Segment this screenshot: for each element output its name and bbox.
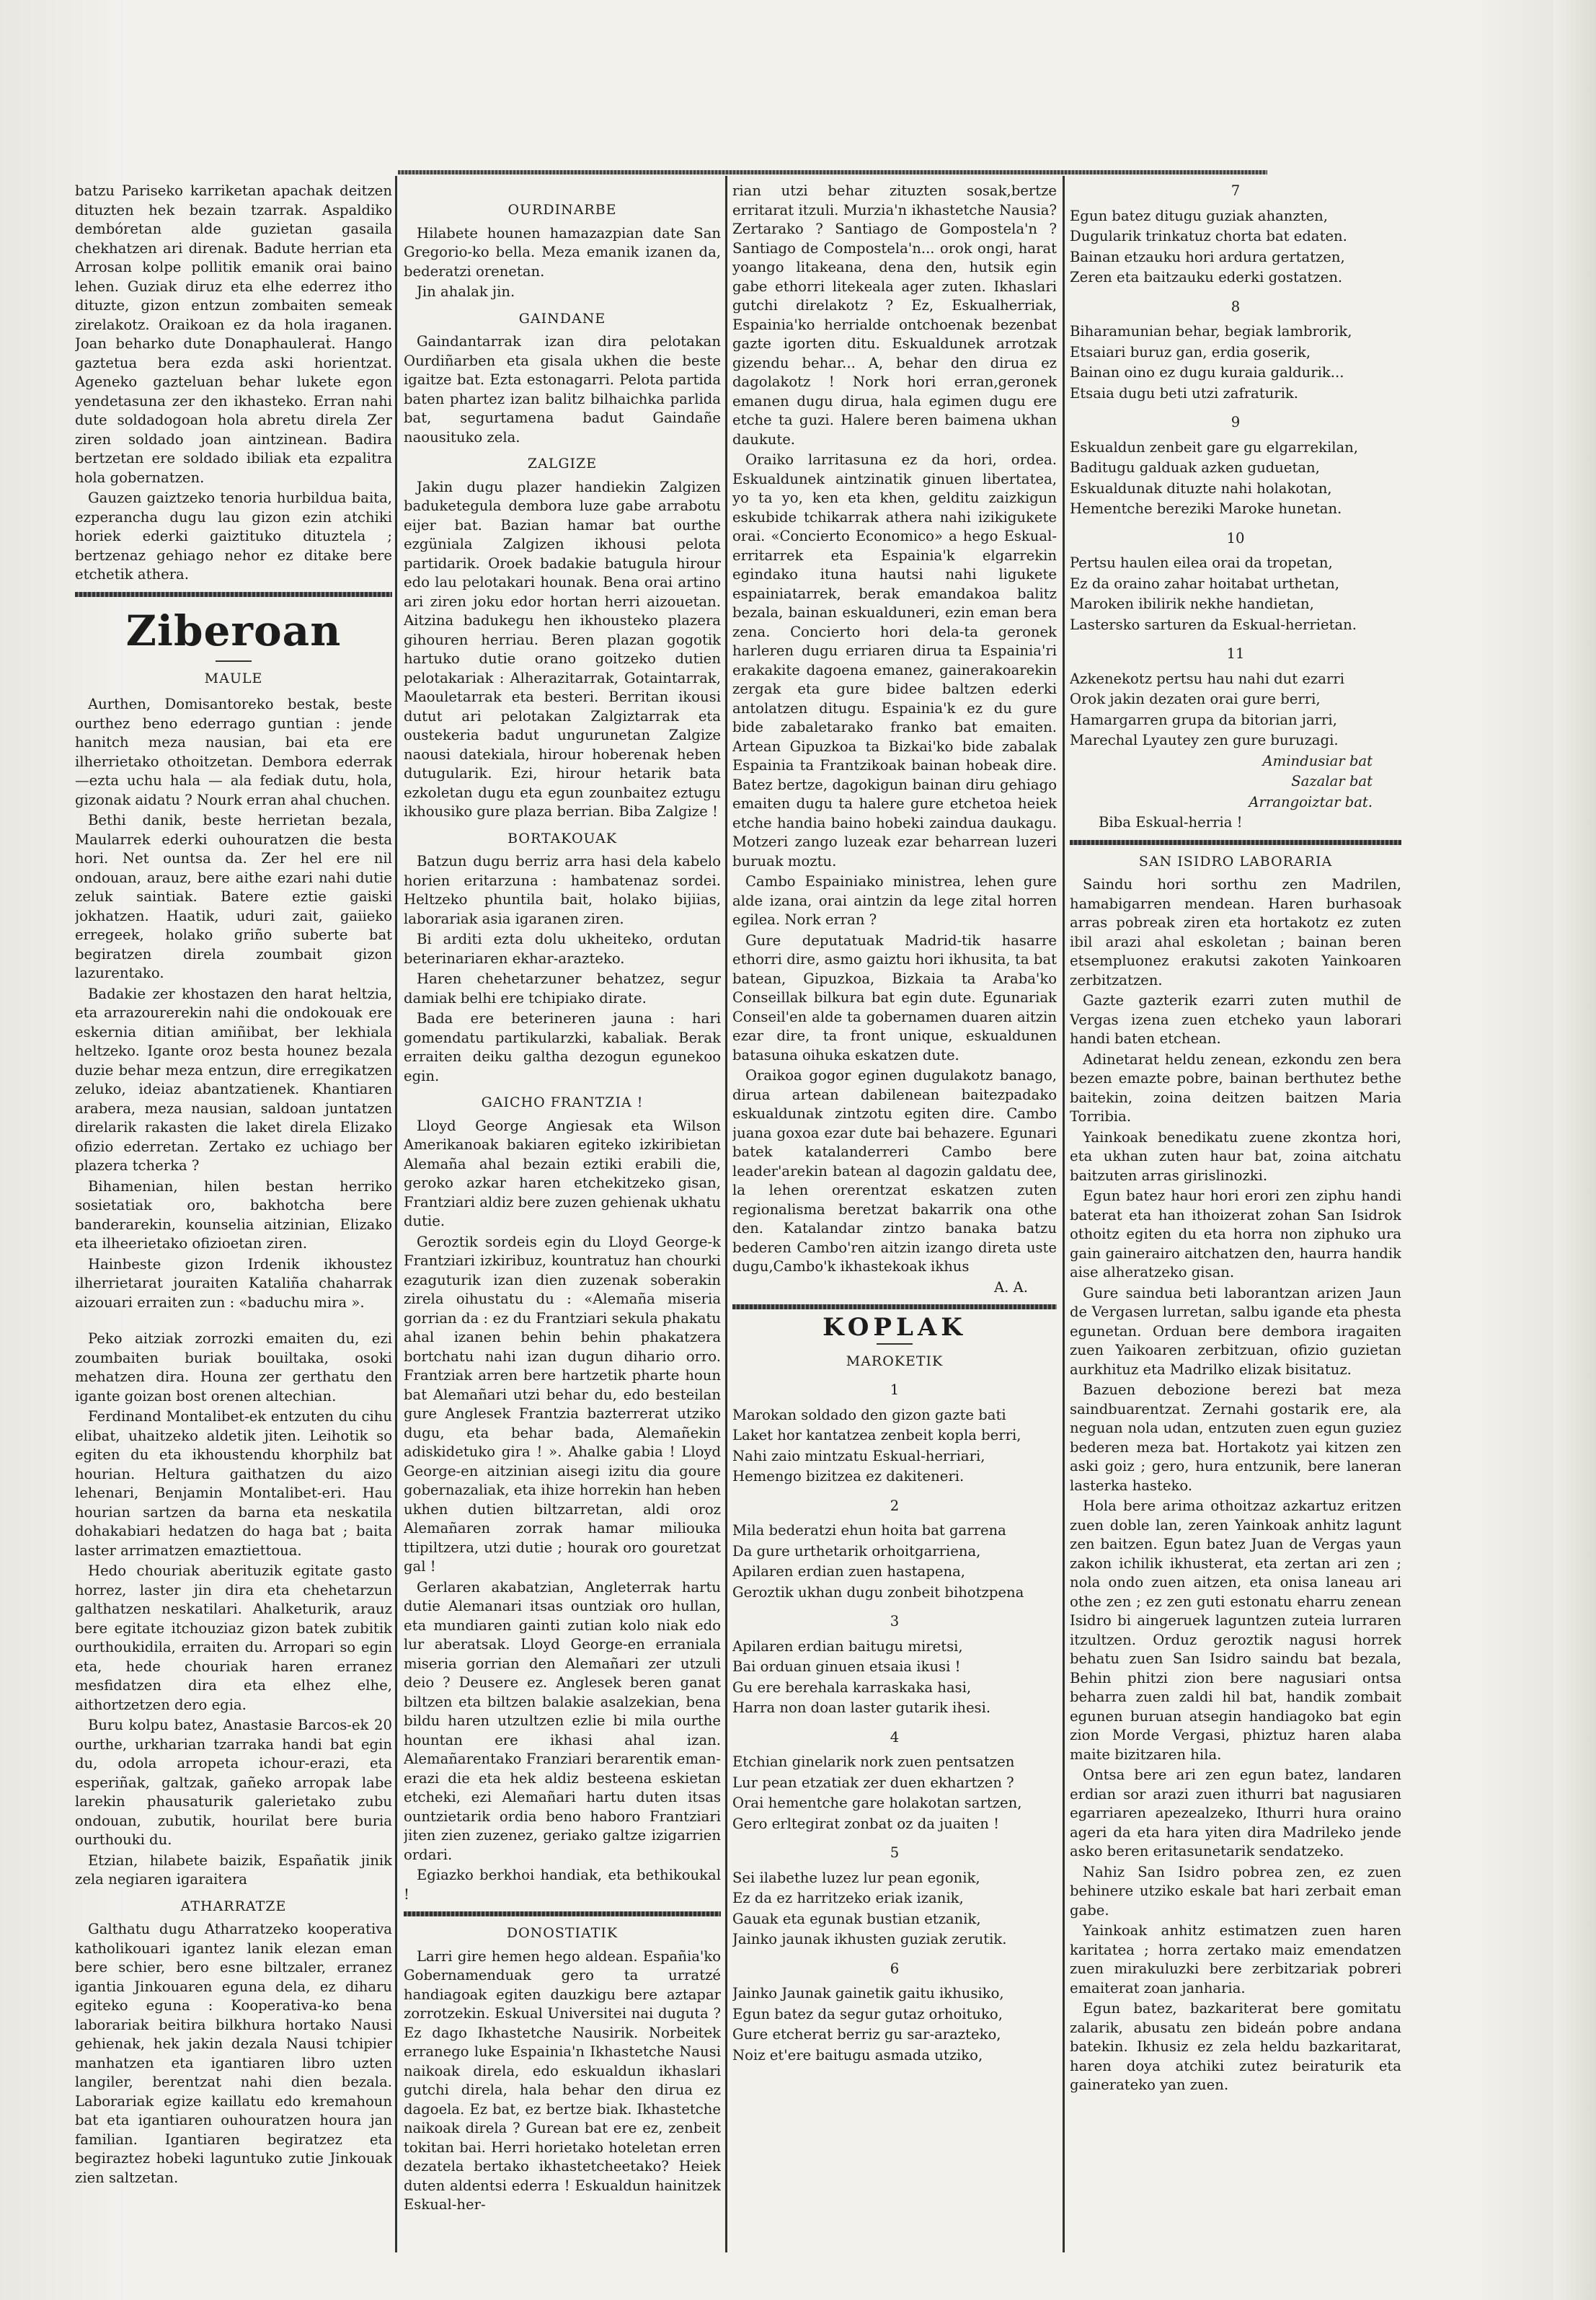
article-paragraph: Bi arditi ezta dolu ukheiteko, ordutan beterinariaren ekhar-arazteko. bbox=[404, 931, 721, 967]
verse-line: Apilaren erdian baitugu miretsi, bbox=[732, 1637, 963, 1655]
verse-line: Egun batez da segur gutaz orhoituko, bbox=[732, 2005, 1003, 2022]
verse-line: Gero erltegirat zonbat oz da juaiten ! bbox=[732, 1815, 999, 1832]
stanza-number: 1 bbox=[890, 1381, 900, 1398]
verse-line: Etsaia dugu beti utzi zafraturik. bbox=[1070, 384, 1298, 402]
article-paragraph: Hedo chouriak aberituzik egitate gasto horrez, laster jin dira eta chehetarzun galthatzen neskatilari. Ahalketurik, arauz bere egitate itchouziaz gizon batek zubitik ourthoukidila, erraiten du. Arropari so egin eta, hede chouriak haren erranez mesfidatzen dira eta elhez elhe, aithortzetzen dero egia. bbox=[75, 1562, 392, 1713]
closing-cheer: Biba Eskual-herria ! bbox=[1099, 814, 1243, 831]
verse-line: Da gure urthetarik orhoitgarriena, bbox=[732, 1542, 981, 1560]
subheading: MAROKETIK bbox=[846, 1353, 944, 1369]
article-paragraph: Geroztik sordeis egin du Lloyd George-k Frantziari izkiribuz, kountratuz han chourki ezaguturik izan dien zuzenak soberakin zirela oihustatu du : «Alemaña miseria gorrian da : ez du Frantziari sekula phakatu ahal izanen behin behin phakatzera bortchatu nahi izan dugun dihario orro. Frantziak arren bere hartzetik pharte houn bat Alemañari utzi behar du, edo besteilan gure Anglesek Frantzia bazterrerat utziko dugu, eta behar bada, Alemañekin adiskidetuko gira ! ». Ahalke gabia ! Lloyd George-en aitzinian aisegi izitu dia goure gobernazaliak, eta ihize horrekin han heben ukhen dutien biltzarretan, aldi oroz Alemañaren zorrak hamar miliouka ttipiltzera, utzi dutie ; hourak oro gouretzat gal ! bbox=[404, 1233, 721, 1575]
column-4 bbox=[1070, 182, 1401, 2257]
verse-line: Biharamunian behar, begiak lambrorik, bbox=[1070, 323, 1352, 340]
article-paragraph: Hola bere arima othoitzaz azkartuz eritzen zuen doble lan, zeren Yainkoak anhitz lagunt zen baitzen. Egun batez Juan de Vergas yaun zakon ichilik ikhusterat, eta zertan ari zen ; nola ondo zuen aitzen, eta onisa laneau ari othe zen ; ez zen guti estonatu eharru zenean Isidro bi aingeruek laguntzen zuteia lurraren itzultzen. Orduz geroztik nagusi horrek behatu zuen San Isidro saindu bat bezala, Behin phitzi zion bere nagusiari ontsa beharra zuen zaldi hil bat, handik zombait egunen buruan atsegin handiagoko bat egin zion Morde Vergasi, phiztuz haren alaba maite bizitzaren hila. bbox=[1070, 1498, 1401, 1763]
verse-line: Marokan soldado den gizon gazte bati bbox=[732, 1406, 1006, 1423]
stanza-number: 10 bbox=[1226, 529, 1245, 547]
signature: Amindusiar bat bbox=[1262, 752, 1373, 769]
verse-line: Geroztik ukhan dugu zonbeit bihotzpena bbox=[732, 1583, 1024, 1601]
column-3 bbox=[732, 182, 1057, 2257]
article-paragraph: Egun batez, bazkariterat bere gomitatu zalarik, abusatu zen bideán pobre andana batekin. Ikhusiz ez zela heldu bazkaritarat, haren doya atchiki zutez beiraturik eta gainerateko yan zuen. bbox=[1070, 2000, 1401, 2093]
short-rule bbox=[877, 1343, 913, 1345]
subheading: GAINDANE bbox=[518, 310, 606, 327]
article-paragraph: batzu Pariseko karriketan apachak deitzen dituzten hek bezain tzarrak. Aspaldiko dembóretan alde guzietan gasaila chekhatzen ari direnak. Badute herrian eta Arrosan kolpe pollitik emanik orai baino lehen. Guziak diruz eta elhe ederrez itho dituzte, gizon entzun zombaiten semeak zirelakotz. Oraikoan ez da hola iraganen. Joan beharko dute Donaphauleraṫ. Hango gaztetua bera ezda aski horientzat. Ageneko gazteluan behar lukete egon yendetasuna zer den ikhasteko. Erran nahi dute soldadogoan hola abretu direla Zer ziren soldado joan aintzinean. Badira bertzetan ere soldado ibiliak eta ezpalitra hola gobernatzen. bbox=[75, 182, 392, 486]
article-paragraph: Jakin dugu plazer handiekin Zalgizen baduketegula dembora luze gabe arrabotu eijer bat. Bazian hamar bat ourthe ezgüniala Zalgizen ikhousi pelota partidarik. Oroek badakie batugula hirour edo lau pelotakari hounak. Bena orai artino ari ziren joku edor hortan herri aizouetan. Aitzina badukegu hen ikhousteko plazera gihouren herriau. Beren plazan gogotik hartuko dutie orano goitzeko dutien pelotakariak : Alherazitarrak, Gotaintarrak, Maouletarrak eta besteri. Berritan ikousi dutut ari pelotakan Zalgiztarrak eta oustekeria badut ungurunetan Zalgize naousi datekiala, hirour hoberenak heben dutugularik. Ezi, hirour hetarik bata ezkoletan dugu eta egun zounbaitez eztugu ikhousiko gure plaza berrian. Biba Zalgize ! bbox=[404, 478, 721, 820]
subheading: ZALGIZE bbox=[527, 456, 598, 472]
section-divider bbox=[1070, 840, 1401, 845]
article-body bbox=[1070, 875, 1401, 2095]
author-initials: A. A. bbox=[994, 1278, 1028, 1296]
verse-line: Mila bederatzi ehun hoita bat garrena bbox=[732, 1522, 1006, 1539]
stanza-number: 5 bbox=[890, 1844, 900, 1861]
subheading: MAULE bbox=[204, 670, 263, 686]
verse-line: Azkenekotz pertsu hau nahi dut ezarri bbox=[1070, 670, 1344, 687]
article-paragraph: Ferdinand Montalibet-ek entzuten du cihu elibat, uhaitzeko aldetik jiten. Leihotik so egiten du eta ikhoustendu khorphilz bat hourian. Heltura gaithatzen du aizo lehenari, Benjamin Montalibet-eri. Hau hourian sartzen da barna eta neskatila dohakabiari hedatzen do haga bat ; baita laster arrimatzen emaztiettoua. bbox=[75, 1408, 392, 1559]
section-title: KOPLAK bbox=[823, 1313, 967, 1342]
subheading: GAICHO FRANTZIA ! bbox=[481, 1094, 644, 1110]
article-paragraph: Gazte gazterik ezarri zuten muthil de Vergas izena zuen etcheko yaun laborari handi baten etchean. bbox=[1070, 992, 1401, 1047]
verse-line: Gauak eta egunak bustian etzanik, bbox=[732, 1910, 981, 1927]
stanza-list bbox=[732, 1381, 1057, 2065]
article-paragraph: Gure deputatuak Madrid-tik hasarre ethorri dire, asmo gaiztu hori ikhusita, ta bat batean, Gipuzkoa, Bizkaia ta Araba'ko Conseillak bilkura bat egin dute. Egunariak Conseil'en alde ta gobernamen duaren aitzin ezar dire, ta front unique, eskualdunen batasuna oihuka eskatzen dute. bbox=[732, 932, 1057, 1063]
article-paragraph: Egiazko berkhoi handiak, eta bethikoukal ! bbox=[404, 1867, 721, 1903]
verse-line: Lur pean etzatiak zer duen ekhartzen ? bbox=[732, 1774, 1014, 1791]
article-paragraph: Yainkoak benedikatu zuene zkontza hori, eta ukhan zuten haur bat, zoina aitchatu baitzuten arras girislinozki. bbox=[1070, 1128, 1401, 1184]
verse-line: Zeren eta baitzauku ederki gostatzen. bbox=[1070, 269, 1343, 286]
article-paragraph: Batzun dugu berriz arra hasi dela kabelo horien eritarzuna : hambatenaz sordei. Heltzeko phuntila bait, holako bijiias, laborariak asia igaranen ziren. bbox=[404, 853, 721, 927]
verse-line: Hemengo bizitzea ez dakiteneri. bbox=[732, 1468, 965, 1485]
column-rule bbox=[725, 176, 727, 2252]
verse-line: Orai hementche gare holakotan sartzen, bbox=[732, 1795, 1022, 1811]
verse-line: Apilaren erdian zuen hastapena, bbox=[732, 1563, 965, 1580]
stanza-number: 11 bbox=[1226, 645, 1245, 662]
verse-line: Harra non doan laster gutarik ihesi. bbox=[732, 1699, 991, 1716]
article-paragraph: Gure saindua beti laborantzan arizen Jaun de Vergasen lurretan, salbu igande eta phesta egunetan. Orduan bere dembora iragaiten zuen Yaikoaren zerbitzuan, ofizio guzietan aurkhituz eta Madrilko elizak bisitatuz. bbox=[1070, 1284, 1401, 1378]
article-paragraph: Lloyd George Angiesak eta Wilson Amerikanoak bakiaren egiteko izkiribietan Alemaña ahal bezain eztiki erabili die, geroko azkar haren etchekitzeko gisan, Frantziari aldiz bere zuzen gehienak ukhatu dutie. bbox=[404, 1117, 721, 1229]
verse-line: Laket hor kantatzea zenbeit kopla berri, bbox=[732, 1427, 1021, 1443]
article-paragraph: Galthatu dugu Atharratzeko kooperativa katholikouari igantez lanik elezan eman bere schier, bero esne biltzaler, erranez igantia Jinkouaren eguna dela, ez diharu egiteko eguna : Kooperativa-ko bena laborariak beitira bilkhura hortako Nausi gehienak, hek jakin dezala Nausi tchipier manhatzen eta igantiaren libro uzten langiler, berentzat nahi dien bezala. Laborariak egize kaillatu edo kremahoun bat eta igantiaren ouhouratzen houra jan familian. Igantiaren begiratzez eta begiraztez hobeki laguntuko zutie Jinkouak zien saltzetan. bbox=[75, 1921, 392, 2186]
stanza-list bbox=[1070, 207, 1401, 751]
verse-line: Lastersko sarturen da Eskual-herrietan. bbox=[1070, 616, 1357, 633]
header-rule bbox=[398, 170, 1267, 174]
section-divider bbox=[404, 1911, 721, 1916]
verse-line: Gu ere berehala karraskaka hasi, bbox=[732, 1678, 972, 1696]
article-paragraph: Hilabete hounen hamazazpian date San Gregorio-ko bella. Meza emanik izanen da, bederatzi orenetan. bbox=[404, 224, 721, 280]
article-paragraph: Etzian, hilabete baizik, Españatik jinik zela negiaren igaraitera bbox=[75, 1852, 392, 1888]
article-paragraph: Jin ahalak jin. bbox=[417, 283, 515, 300]
article-paragraph: Oraikoa gogor eginen dugulakotz banago, dirua artean dabilenean baitezpadako eskualdunak zintzotu egiten dire. Cambo juana goxoa ezar dute bai behazere. Egunari batek katalanderreri Cambo bere leader'arekin batean al dagozin galdatu dee, la lehen orerentzat eskatzen zuten regionalisma beretzat bakarrik ona othe den. Katalandar zintzo banaka batzu bederen Cambo'ren aitzin izango direta uste dugu,Cambo'k ikhastekoak ikhus bbox=[732, 1067, 1057, 1275]
verse-line: Etsaiari buruz gan, erdia goserik, bbox=[1070, 343, 1311, 361]
signature: Sazalar bat bbox=[1291, 773, 1373, 789]
article-paragraph: Ontsa bere ari zen egun batez, landaren erdian sor arazi zuen ithurri bat nagusiaren egarriaren apezealzeko, Ithurri hura oraino ageri da eta hara yiten dira Madrileko jende asko beren eritasunetarik sendatzeko. bbox=[1070, 1766, 1401, 1859]
verse-line: Jainko Jaunak gainetik gaitu ikhusiko, bbox=[732, 1985, 1004, 2002]
subheading: BORTAKOUAK bbox=[507, 830, 617, 846]
verse-line: Sei ilabethe luzez lur pean egonik, bbox=[732, 1869, 980, 1886]
article-paragraph: Nahiz San Isidro pobrea zen, ez zuen behinere utziko eskale bat hari zerbait eman gabe. bbox=[1070, 1863, 1401, 1919]
verse-line: Orok jakin dezaten orai gure berri, bbox=[1070, 691, 1321, 707]
subheading: SAN ISIDRO LABORARIA bbox=[1138, 853, 1333, 870]
verse-line: Ez da oraino zahar hoitabat urthetan, bbox=[1070, 575, 1340, 592]
stanza-number: 8 bbox=[1231, 298, 1241, 315]
section-divider bbox=[75, 592, 392, 597]
article-paragraph: Yainkoak anhitz estimatzen zuen haren karitatea ; horra zertako maiz emendatzen zuen mirakuluzki bere zerbitzariak pobreri emaiterat zoan janharia. bbox=[1070, 1922, 1401, 1996]
article-paragraph: Bihamenian, hilen bestan herriko sosietatiak oro, bakhotcha bere banderarekin, kounselia aitzinian, Elizako eta ilheerietako ofizioetan ziren. bbox=[75, 1177, 392, 1252]
article-paragraph: Egun batez haur hori erori zen ziphu handi baterat eta han ithoizerat zohan San Isidrok othoitz egiten du eta horra non ziphuko ura gain gainerairo aitchatzen den, haurra handik aise alheratzeko gisan. bbox=[1070, 1187, 1401, 1281]
section-title: Ziberoan bbox=[125, 606, 342, 655]
article-paragraph: Oraiko larritasuna ez da hori, ordea. Eskualdunek aintzinatik ginuen libertatea, yo ta yo, ken eta khen, gelditu zaizkigun eskubide tchikarrak athera nahi izikigukete orai. «Concierto Economico» a hego Eskual- erritarrek eta Espainia'k elgarrekin egindako ituna hautsi nahi ligukete espainiatarrek, berak emandakoa balitz bezala, bainan eskualduneri, ezin eman bera zena. Concierto hori dela-ta geronek harleren dugu erriaren dirua ta Espainia'ri erakakite dagoena emanez, gainerakoarekin zergak eta gure bidee baltzen ederki antolatzen ditugu. Espainia'k ez du gure bide zabaletarako franko bat emaiten. Artean Gipuzkoa ta Bizkai'ko bide zabalak Espainia ta Frantzikoak bainan hobeak dire. Batez bertze, dagokigun bainan diru gehiago emaiten dugu ta halere gure etchetoa heiek etche handia baino hobeki zaindua daukagu. Motzeri zango luzeak ezar beharrean luzeri buruak moztu. bbox=[732, 451, 1057, 870]
verse-line: Noiz et'ere baitugu asmada utziko, bbox=[732, 2046, 983, 2064]
article-paragraph: Gauzen gaiztzeko tenoria hurbildua baita, ezperancha dugu lau gizon ezin atchiki horiek ederki gaiztituko dituztela ; bertzenaz gehiago nehor ez ditake bere etchetik athera. bbox=[75, 490, 392, 583]
article-paragraph: Adinetarat heldu zenean, ezkondu zen bera bezen emazte pobre, bainan berthutez bethe baitekin, zoina deitzen baitzen Maria Torribia. bbox=[1070, 1051, 1401, 1125]
verse-line: Egun batez ditugu guziak ahanzten, bbox=[1070, 207, 1329, 224]
verse-line: Jainko jaunak ikhusten guziak zerutik. bbox=[732, 1931, 1007, 1947]
verse-line: Ez da ez harritzeko eriak izanik, bbox=[732, 1890, 964, 1906]
verse-line: Marechal Lyautey zen gure buruzagi. bbox=[1070, 732, 1339, 748]
verse-line: Eskualdun zenbeit gare gu elgarrekilan, bbox=[1070, 438, 1359, 456]
article-paragraph: Bada ere beterineren jauna : hari gomendatu partikularzki, kabaliak. Berak erraiten deiku galtha dezogun egunekoo egin. bbox=[404, 1010, 721, 1084]
verse-line: Bainan etzauku hori ardura gertatzen, bbox=[1070, 248, 1345, 265]
verse-line: Eskualdunak dituzte nahi holakotan, bbox=[1070, 479, 1332, 497]
signature: Arrangoiztar bat. bbox=[1249, 793, 1373, 810]
article-paragraph: Haren chehetarzuner behatzez, segur damiak belhi ere tchipiako dirate. bbox=[404, 970, 721, 1007]
verse-line: Pertsu haulen eilea orai da tropetan, bbox=[1070, 554, 1333, 571]
article-paragraph: Larri gire hemen hego aldean. Españia'ko Gobernamenduak gero ta urratzé handiagoak egiten dauzkigu bere aztapar zorrotzekin. Eskual Universitei nai duguta ? Ez dago Ikhastetche Nausirik. Norbeitek erranego luke Espainia'n Ikhastetche Nausi naikoak direla, edo eskualdun ikhaslari gutchi direla, hala behar den dirua ez dagoela. Ez bat, ez bertze biak. Ikhastetche naikoak direla ? Gurean bat ere ez, zenbeit tokitan bai. Herri horietako hoteletan erren dezatela bertako ikhastetcheetako? Heiek duten aldentsi ederra ! Eskualdun hainitzek Eskual-her- bbox=[404, 1947, 721, 2213]
verse-line: Hamargarren grupa da bitorian jarri, bbox=[1070, 711, 1337, 728]
verse-line: Bai orduan ginuen etsaia ikusi ! bbox=[732, 1658, 961, 1675]
column-rule bbox=[1063, 176, 1065, 2252]
stanza-number: 4 bbox=[890, 1728, 900, 1746]
article-paragraph: Aurthen, Domisantoreko bestak, beste ourthez beno ederrago guntian : jende hanitch meza nausian, bai eta ere ilherrietako othoitzetan. Dembora ederrak —ezta uchu hala — ala fediak dutu, hola, gizonak aidatu ? Nourk erran ahal chuchen. bbox=[75, 696, 392, 808]
article-paragraph: Buru kolpu batez, Anastasie Barcos-ek 20 ourthe, urkharian tzarraka handi bat egin du, odola arropeta ichour-erazi, eta esperiñak, galtzak, gañeko arropak labe larekin phausaturik galerietako zubu ondouan, zubutik, hourilat bere buria ourthouki du. bbox=[75, 1717, 392, 1848]
subheading: OURDINARBE bbox=[507, 202, 617, 218]
section-divider bbox=[732, 1304, 1057, 1309]
short-rule bbox=[216, 660, 252, 662]
verse-line: Hementche bereziki Maroke hunetan. bbox=[1070, 500, 1342, 517]
verse-line: Gure etcherat berriz gu sar-arazteko, bbox=[732, 2026, 1001, 2043]
page-number: 7 bbox=[1231, 182, 1241, 199]
stanza-number: 2 bbox=[890, 1497, 900, 1514]
verse-line: Maroken ibilirik nekhe handietan, bbox=[1070, 596, 1314, 612]
article-paragraph: Bethi danik, beste herrietan bezala, Maularrek ederki ouhouratzen die besta hori. Net ountsa da. Zer hel ere nil ondouan, arauz, bere aithe ezari nahi dutie zeluk saintiak. Batere eztie gaiski jokhatzen. Haatik, uduri zait, gaiieko erregeek, holako griño suberte bat begiratzen direla zoumbait gizon lazurentako. bbox=[75, 812, 392, 981]
article-paragraph: Cambo Espainiako ministrea, lehen gure alde izana, orai aintzin da lege zital horren egilea. Nork erran ? bbox=[732, 873, 1057, 928]
verse-line: Etchian ginelarik nork zuen pentsatzen bbox=[732, 1753, 1015, 1770]
column-rule bbox=[395, 176, 397, 2252]
article-paragraph: Saindu hori sorthu zen Madrilen, hamabigarren mendean. Haren burhasoak arras pobreak ziren eta hortakotz ez zuten ibil arazi ahal eskoletan ; bainan beren etsempluonez erakutsi zakoten Yainkoaren zerbitzatzen. bbox=[1070, 876, 1401, 988]
stanza-number: 6 bbox=[890, 1960, 900, 1977]
page-edge bbox=[1553, 0, 1596, 2300]
subheading: DONOSTIATIK bbox=[506, 1925, 619, 1941]
column-2 bbox=[404, 182, 721, 2257]
article-paragraph: Bazuen debozione berezi bat meza saindbuarentzat. Zernahi gostarik ere, ala neguan nola udan, entzuten zuen egun guziez bederen meza bat. Hortakotz yai kitzen zen aski goiz ; gero, hura entzunik, bere laneran lasterka hasteko. bbox=[1070, 1381, 1401, 1494]
verse-line: Bainan oino ez dugu kuraia galdurik... bbox=[1070, 364, 1344, 381]
verse-line: Nahi zaio mintzatu Eskual-herriari, bbox=[732, 1447, 985, 1464]
verse-line: Baditugu galduak azken guduetan, bbox=[1070, 459, 1320, 476]
subheading: ATHARRATZE bbox=[180, 1898, 287, 1914]
column-1 bbox=[75, 182, 392, 2257]
stanza-number: 3 bbox=[890, 1613, 900, 1629]
article-paragraph: Gerlaren akabatzian, Angleterrak hartu dutie Alemanari itsas ountziak oro hullan, eta mundiaren gainti zutian kolo niak edo lur aberatsak. Lloyd George-en erraniala miseria gorrian den Alemañari zer utzuli deio ? Deusere ez. Anglesek beren ganat biltzen eta biltzen balakie asalzekian, bena bildu haren utzultzen ezlie bi mila ourthe hountan ere ikhasi ahal izan. Alemañarentako Franziari berarentik eman-erazi die eta hek aldiz besteena eskietan etcheki, ezi Alemañari hartu duten itsas ountzietarik ordia beno haboro Frantziari jiten zien zuzenez, geriako galtze izigarrien ordari. bbox=[404, 1578, 721, 1863]
article-paragraph: Peko aitziak zorrozki emaiten du, ezi zoumbaiten buriak bouiltaka, osoki mehatzen dira. Houna zer gerthatu den igante goizan bost orenen altechian. bbox=[75, 1330, 392, 1405]
article-paragraph: rian utzi behar zituzten sosak,bertze erritarat itzuli. Murzia'n ikhastetche Nausia? Zertarako ? Santiago de Gompostela'n ? Santiago de Compostela'n... orok ongi, harat yoango litakeana, dena den, hutsik egin gabe ethorri litekeala ager zuten. Ikhaslari gutchi direlakotz ? Ez, Eskualherriak, Espainia'ko herrialde ontchoenak bezenbat gazte igorten ditu. Eskualdunek arrotzak gizendu behar... A, behar den dirua ez dagolakotz ! Nork hori erran,geronek emanen dugu dirua, hala egimen dugu ere etche ta guzi. Halere beren baimena ukhan daukute. bbox=[732, 182, 1057, 448]
article-paragraph: Badakie zer khostazen den harat heltzia, eta arrazourerekin nahi die ondokouak ere eskernia ditian amiñibat, ber lekhiala heltzeko. Igante oroz besta hounez bezala duzie behar meza entzun, dire erregikatzen zeluko, ideiaz abantzatienek. Khantiaren arabera, meza nausian, saldoan juntatzen direlarik rakasten die laket direla Elizako ofizio ederretan. Zertako ez uchiago ber plazera tcherka ? bbox=[75, 985, 392, 1174]
stanza-number: 9 bbox=[1231, 414, 1241, 430]
article-paragraph: Hainbeste gizon Irdenik ikhoustez ilherrietarat jouraiten Kataliña chaharrak aizouari erraiten zun : «baduchu mira ». bbox=[75, 1255, 392, 1311]
article-paragraph: Gaindantarrak izan dira pelotakan Ourdiñarben eta gisala ukhen die beste igaitze bat. Ezta estonagarri. Pelota partida baten phartez izan balitz bilhaichka parlida bat, segurtamena badut Gaindañe naousituko zela. bbox=[404, 333, 721, 446]
verse-line: Dugularik trinkatuz chorta bat edaten. bbox=[1070, 228, 1347, 244]
